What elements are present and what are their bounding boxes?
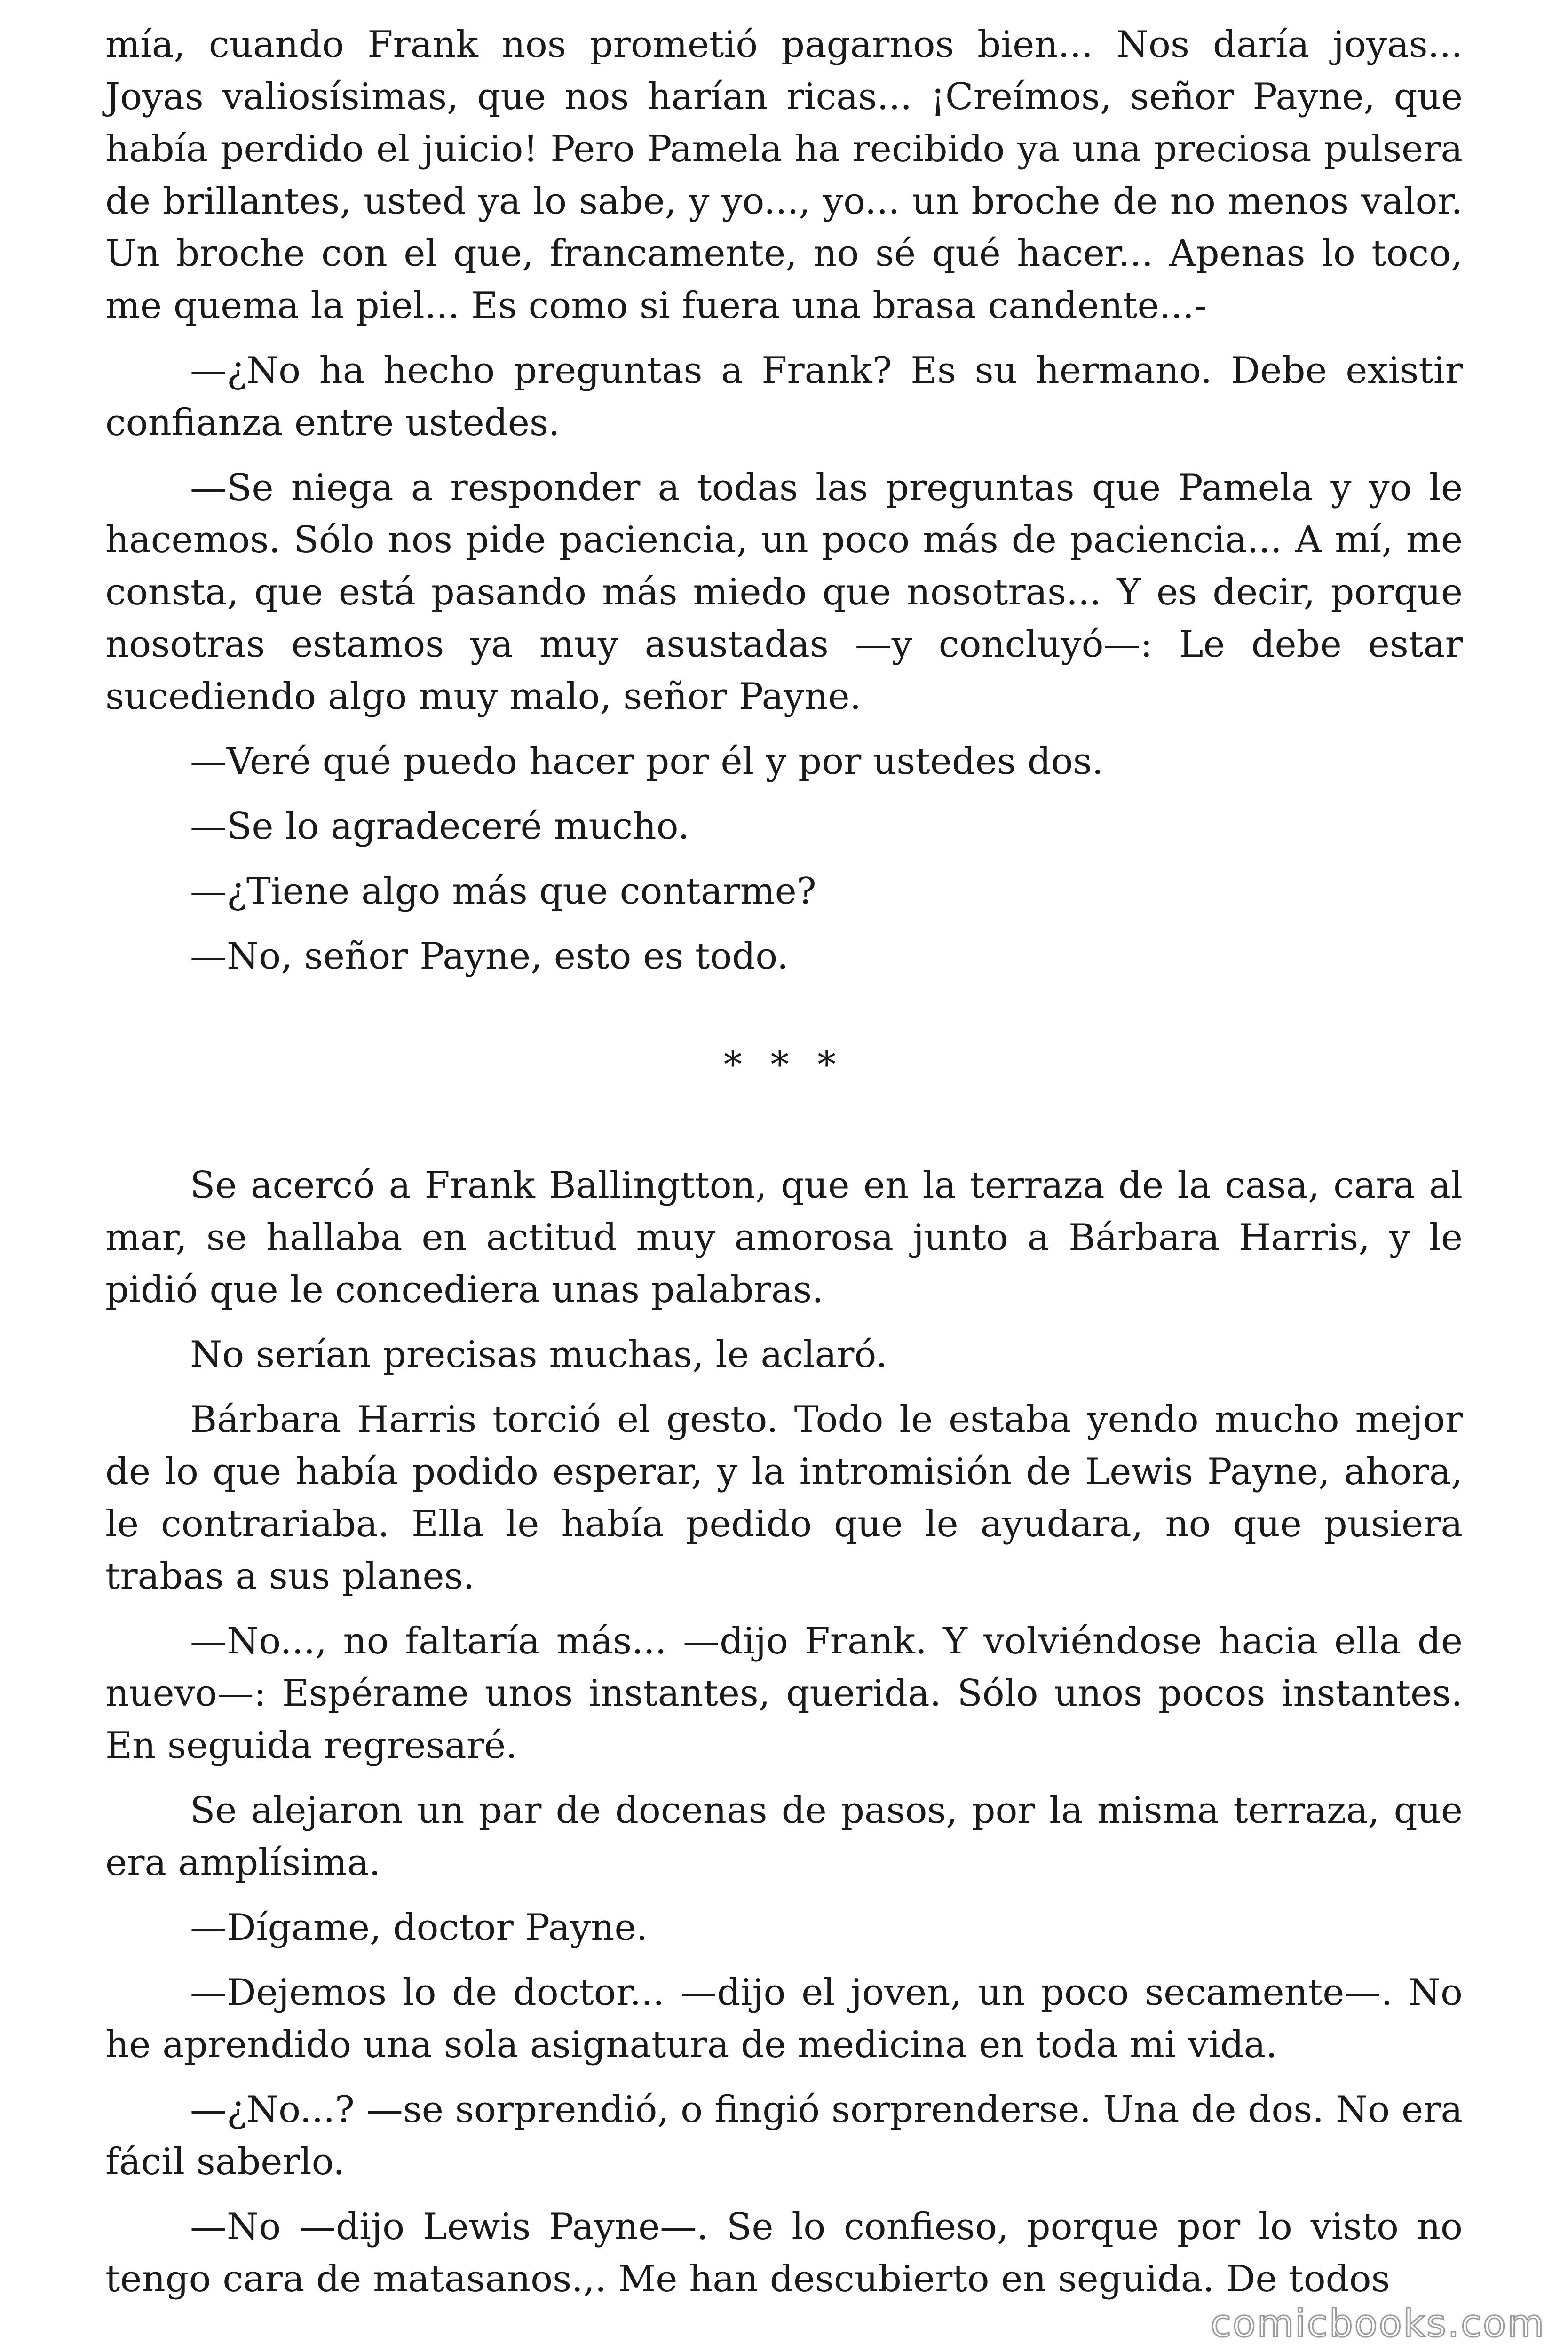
paragraph: —¿Tiene algo más que contarme?: [190, 870, 816, 913]
paragraph: —Veré qué puedo hacer por él y por ustedes dos.: [190, 740, 1104, 783]
paragraph: —Dejemos lo de doctor... —dijo el joven, un poco secamente—. No he aprendido una sola asignatura de medicina en toda mi vida.: [105, 1971, 1463, 2066]
paragraph: —No..., no faltaría más... —dijo Frank. Y volviéndose hacia ella de nuevo—: Espérame unos instantes, querida. Sólo unos pocos instantes. En seguida regresaré.: [105, 1620, 1463, 1767]
paragraph: —¿No ha hecho preguntas a Frank? Es su hermano. Debe existir confianza entre ustedes.: [105, 350, 1463, 444]
paragraph: Bárbara Harris torció el gesto. Todo le estaba yendo mucho mejor de lo que había podido esperar, y la intromisión de Lewis Payne, ahora, le contrariaba. Ella le había pedido que le ayudara, no que pusiera trabas a sus planes.: [105, 1398, 1463, 1597]
watermark-logo: comicbooks.com: [1210, 2302, 1545, 2345]
paragraph: —Se niega a responder a todas las preguntas que Pamela y yo le hacemos. Sólo nos pide paciencia, un poco más de paciencia... A mí, me consta, que está pasando más miedo que nosotras... Y es decir, porque nosotras estamos ya muy asustadas —y concluyó—: Le debe estar sucediendo algo muy malo, señor Payne.: [105, 467, 1463, 718]
paragraph: —No —dijo Lewis Payne—. Se lo confieso, porque por lo visto no tengo cara de matasanos.,. Me han descubierto en seguida. De todos: [105, 2206, 1463, 2300]
book-page: [105, 19, 1463, 2318]
paragraph: —No, señor Payne, esto es todo.: [190, 935, 789, 977]
scene-break: * * *: [723, 1044, 845, 1086]
paragraph: mía, cuando Frank nos prometió pagarnos bien... Nos daría joyas... Joyas valiosísimas, que nos harían ricas... ¡Creímos, señor Payne, que había perdido el juicio! Pero Pamela ha recibido ya una preciosa pulsera de brillantes, usted ya lo sabe, y yo..., yo... un broche de no menos valor. Un broche con el que, francamente, no sé qué hacer... Apenas lo toco, me quema la piel... Es como si fuera una brasa candente...-: [105, 24, 1463, 327]
paragraph: Se acercó a Frank Ballingtton, que en la terraza de la casa, cara al mar, se hallaba en actitud muy amorosa junto a Bárbara Harris, y le pidió que le concediera unas palabras.: [105, 1164, 1463, 1311]
paragraph: —Se lo agradeceré mucho.: [190, 805, 689, 848]
paragraph: —Dígame, doctor Payne.: [190, 1907, 648, 1949]
paragraph: —¿No...? —se sorprendió, o fingió sorprenderse. Una de dos. No era fácil saberlo.: [105, 2089, 1463, 2183]
paragraph: Se alejaron un par de docenas de pasos, por la misma terraza, que era amplísima.: [105, 1789, 1463, 1884]
paragraph: No serían precisas muchas, le aclaró.: [190, 1334, 887, 1376]
